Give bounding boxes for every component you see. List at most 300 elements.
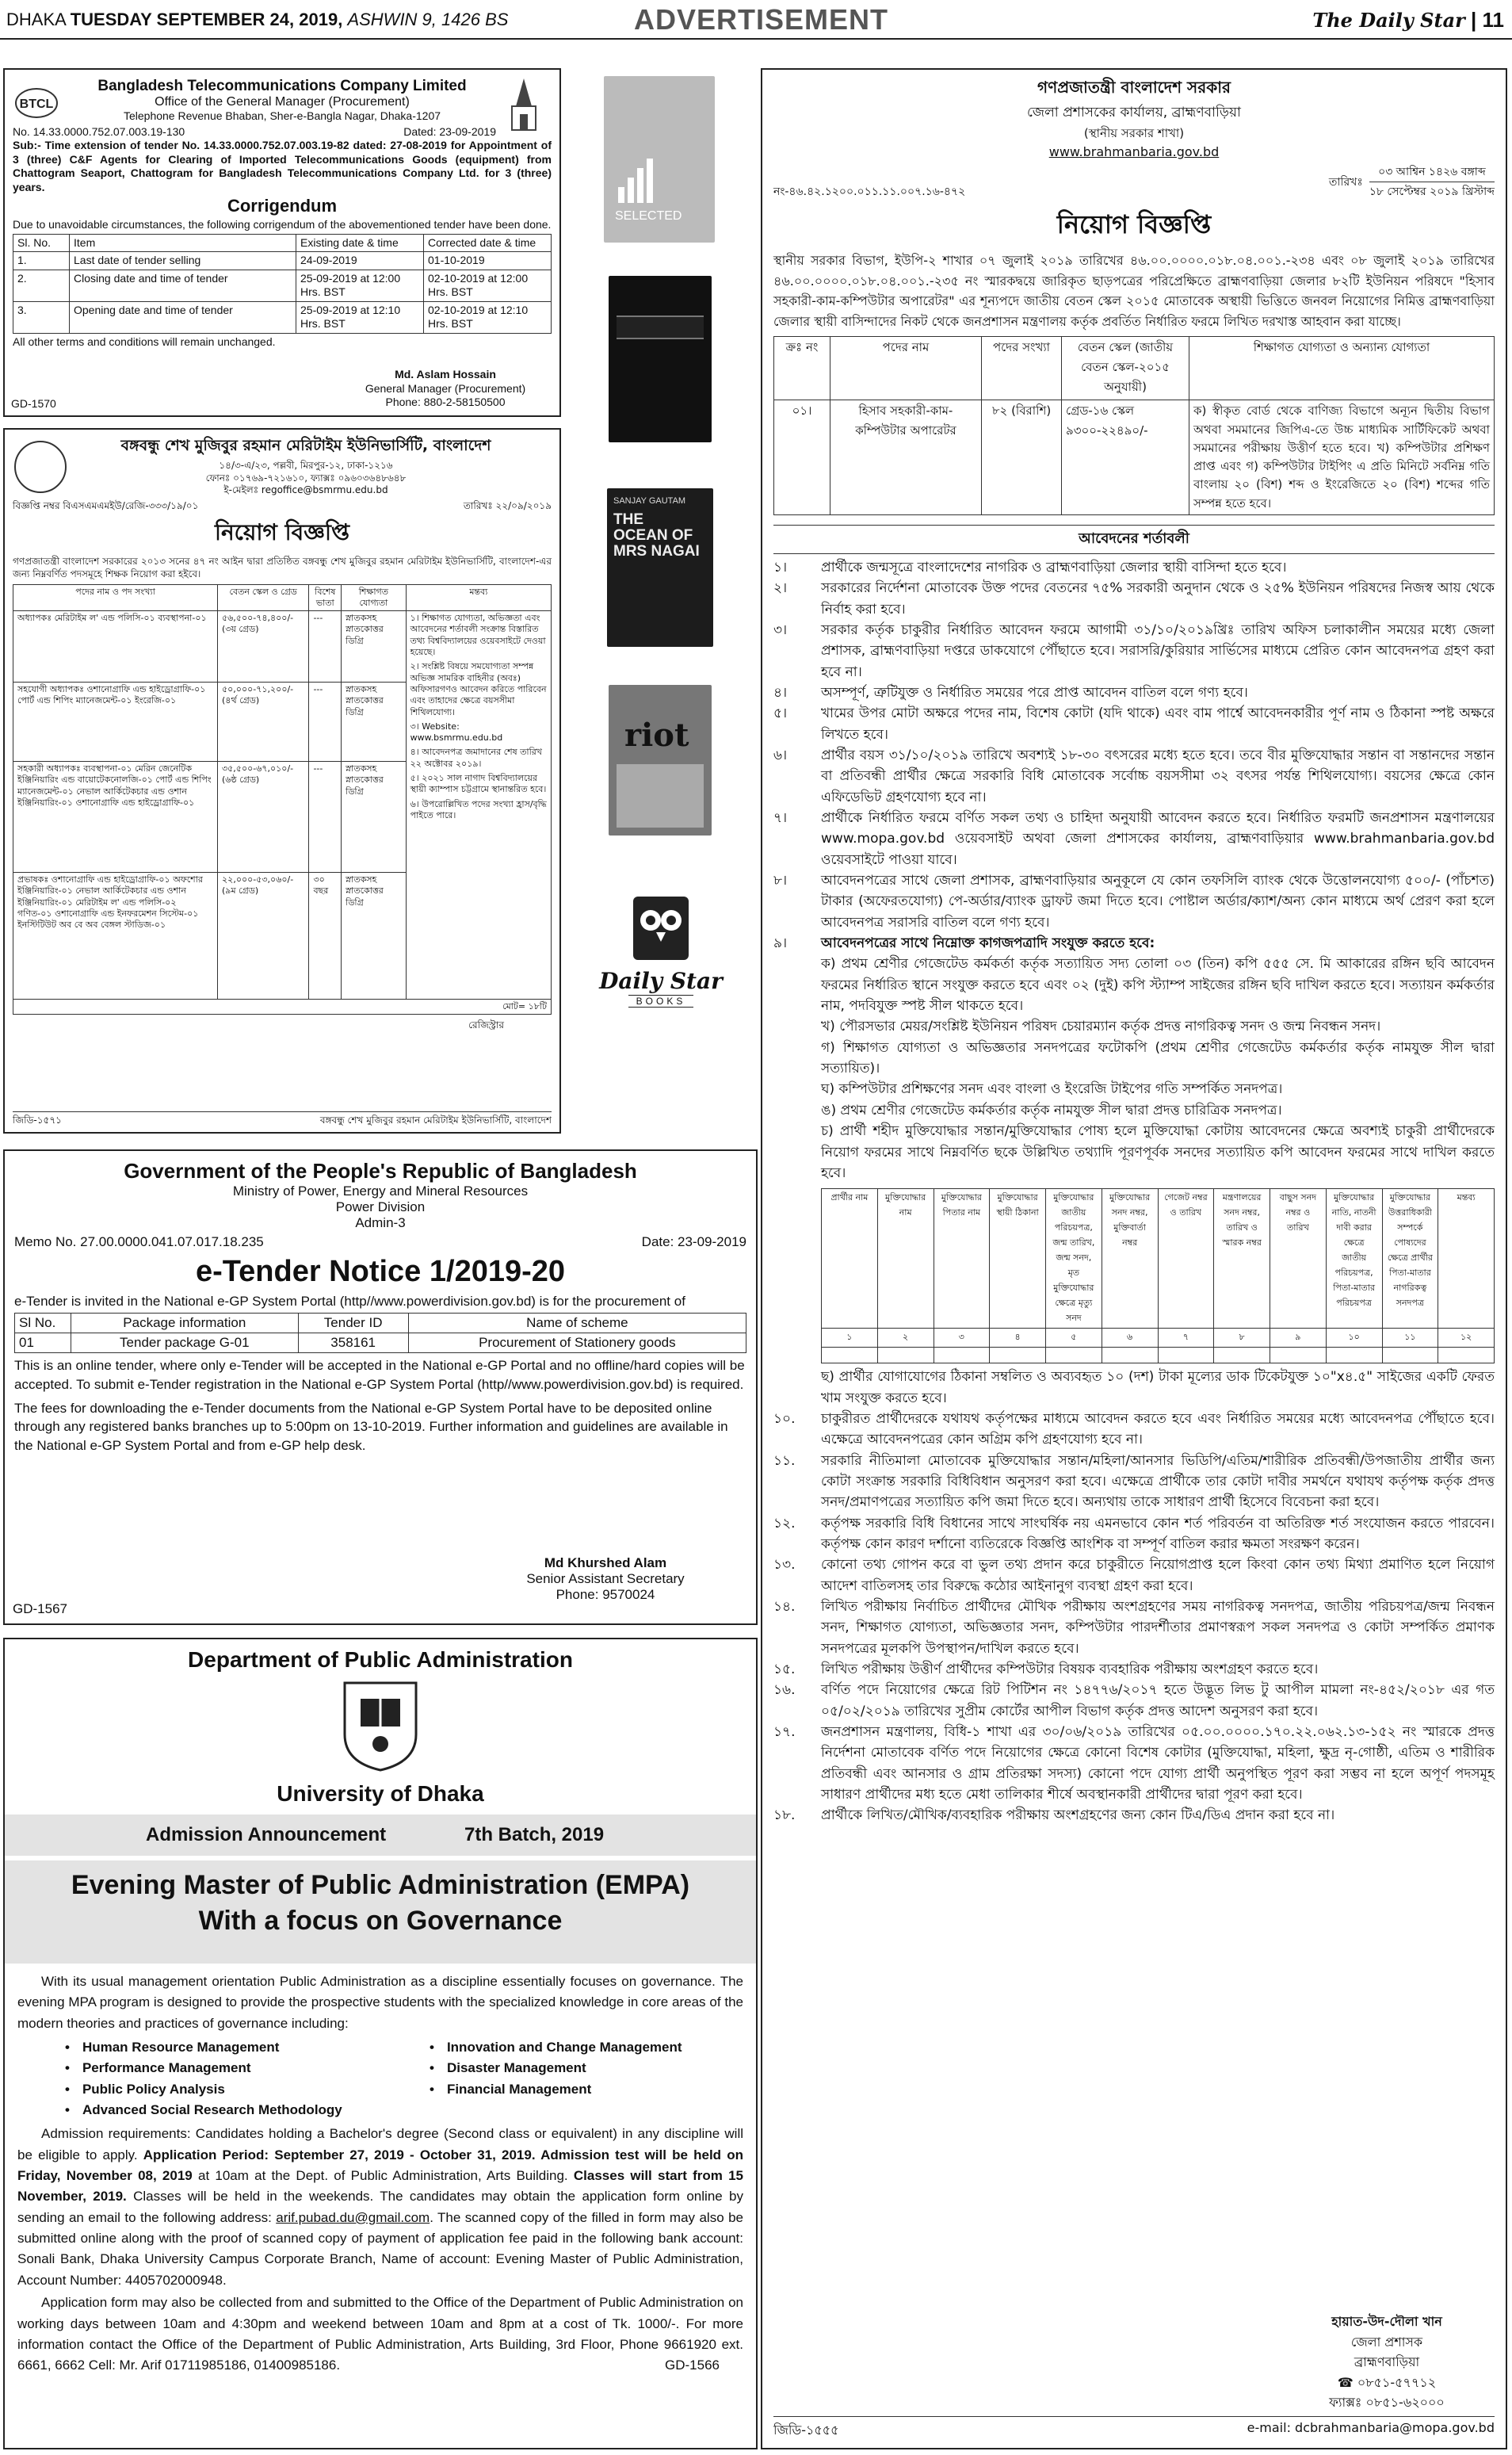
power-paragraph-1: This is an online tender, where only e-Tender will be accepted in the National e-GP Portal and no offline/hard copies will be accepted. To submit e-Tender registration in the National e-GP System Portal (http//www.powerdivision.gov.bd) is required. <box>14 1358 745 1392</box>
table-header: পদের নাম <box>830 337 982 400</box>
list-number: ১৪. <box>773 1598 796 1615</box>
university-seal-icon <box>14 441 67 493</box>
btcl-ad <box>3 68 561 417</box>
table-cell: ২২,০০০-৫৩,০৬০/- (৯ম গ্রেড) <box>218 873 309 1000</box>
header-date: TUESDAY SEPTEMBER 24, 2019, <box>70 10 343 29</box>
table-cell: ৫ <box>1046 1329 1102 1348</box>
remark-item: ২। সংশ্লিষ্ট বিষয়ে সমযোগ্যতা সম্পন্ন অভিজ্ঞ সামরিক বাহিনীর (অবঃ) অফিসারগণও আবেদন করিতে পারিবেন এবং তাহাদের ক্ষেত্রে বয়সসীমা শিথিলযোগ্য। <box>410 661 547 717</box>
table-cell: Closing date and time of tender <box>70 270 296 301</box>
owl-icon <box>629 893 693 964</box>
list-number: ২। <box>773 580 788 597</box>
brahman-dates <box>1369 163 1495 201</box>
table-cell: গ্রেড-১৬ স্কেল ৯৩০০-২২৪৯০/- <box>1062 400 1189 515</box>
table-cell: 24-09-2019 <box>296 252 424 270</box>
table-cell: 02-10-2019 at 12:00 Hrs. BST <box>424 270 552 301</box>
table-cell: ৮২ (বিরাশি) <box>982 400 1062 515</box>
empa-email-link[interactable]: arif.pubad.du@gmail.com <box>276 2209 430 2225</box>
table-header: Sl No. <box>15 1314 71 1333</box>
power-code: GD-1567 <box>13 1601 67 1616</box>
table-header: মুক্তিযোদ্ধার উত্তরাধিকারী সম্পর্কে পোষ্যদের ক্ষেত্রে প্রার্থীর পিতা-মাতার নাগরিকত্ব সনদপত্র <box>1382 1189 1438 1329</box>
table-header: শিক্ষাগত যোগ্যতা ও অন্যান্য যোগ্যতা <box>1189 337 1495 400</box>
table-header: মুক্তিযোদ্ধার জাতীয় পরিচয়পত্র, জন্ম তারিখ, জন্ম সনদ, মৃত মুক্তিযোদ্ধার ক্ষেত্রে মৃত্যু সনদ <box>1046 1189 1102 1329</box>
table-cell: 3. <box>13 301 70 333</box>
power-title: Government of the People's Republic of Bangladesh <box>124 1159 637 1183</box>
list-text: কর্তৃপক্ষ সরকারি বিধি বিধানের সাথে সাংঘর্ষিক নয় এমনভাবে কোন শর্ত পরিবর্তন বা অতিরিক্ত শর্ত সংযোজন করতে পারবেন। কর্তৃপক্ষ কোন কারণ দর্শানো ব্যতিরেকে বিজ্ঞপ্তি আংশিক বা সম্পূর্ণ বাতিল করার ক্ষমতা সংরক্ষণ করেন। <box>821 1515 1495 1552</box>
list-text: প্রার্থীকে জন্মসূত্রে বাংলাদেশের নাগরিক ও ব্রাহ্মণবাড়িয়া জেলার স্থায়ী বাসিন্দা হতে হবে। <box>821 559 1287 576</box>
table-cell: Procurement of Stationery goods <box>408 1333 746 1353</box>
table-cell: 01-10-2019 <box>424 252 552 270</box>
list-text: কোনো তথ্য গোপন করে বা ভুল তথ্য প্রদান করে চাকুরীতে নিয়োগপ্রাপ্ত হলে কিংবা কোন তথ্য মিথ্যা প্রমাণিত হলে নিয়োগ আদেশ বাতিলসহ তার বিরুদ্ধে কঠোর আইনানুগ ব্যবস্থা গ্রহণ করা হবে। <box>821 1557 1495 1594</box>
list-text: প্রার্থীকে লিখিত/মৌখিক/ব্যবহারিক পরীক্ষায় অংশগ্রহণের জন্য কোন টিএ/ডিএ প্রদান করা হবে না। <box>821 1807 1335 1824</box>
power-memo: Memo No. 27.00.0000.041.07.017.18.235 <box>14 1234 264 1249</box>
list-text: অসম্পূর্ণ, ত্রুটিযুক্ত ও নির্ধারিত সময়ের পরে প্রাপ্ত আবেদন বাতিল বলে গণ্য হবে। <box>821 684 1248 701</box>
table-row <box>13 301 552 333</box>
list-item <box>773 933 1495 954</box>
list-item: • Disaster Management <box>430 2058 682 2078</box>
table-header: প্রার্থীর নাম <box>822 1189 878 1329</box>
list-item: • Human Resource Management <box>65 2037 430 2058</box>
table-header-row <box>13 584 552 611</box>
list-item <box>773 1079 1495 1099</box>
table-header: Existing date & time <box>296 234 424 252</box>
btcl-phone: Phone: 880-2-58150500 <box>385 396 506 408</box>
brahman-date-bangla: ০৩ আশ্বিন ১৪২৬ বঙ্গাব্দ <box>1369 163 1495 182</box>
power-ministry: Ministry of Power, Energy and Mineral Resources <box>232 1184 529 1199</box>
book-title-band <box>617 315 704 339</box>
table-header: বিশেষ ভাতা <box>309 584 342 611</box>
btcl-signature <box>342 368 548 410</box>
table-cell: ৩৫,৫০০-৬৭,০১০/- (৬ষ্ঠ গ্রেড) <box>218 762 309 873</box>
table-cell: --- <box>309 762 342 873</box>
power-memo-row <box>14 1234 746 1250</box>
table-cell: 1. <box>13 252 70 270</box>
table-cell: 25-09-2019 at 12:10 Hrs. BST <box>296 301 424 333</box>
table-cell: অধ্যাপকঃ মেরিটাইম ল' এন্ড পলিসি-০১ ব্যবস্থাপনা-০১ <box>13 611 218 683</box>
brahman-signer-place: ব্রাহ্মণবাড়িয়া <box>1354 2354 1420 2370</box>
btcl-address: Telephone Revenue Bhaban, Sher-e-Bangla Nagar, Dhaka-1207 <box>123 109 441 122</box>
table-cell: ৫০,০০০-৭১,২০০/- (৪র্থ গ্রেড) <box>218 683 309 762</box>
list-text: ঙ) প্রথম শ্রেণীর গেজেটেড কর্মকর্তার কর্তৃক নামযুক্ত সীল দ্বারা প্রদত্ত চারিত্রিক সনদপত্র। <box>821 1102 1282 1119</box>
brahman-email[interactable]: e-mail: dcbrahmanbaria@mopa.gov.bd <box>1247 2420 1495 2435</box>
table-cell: ৯ <box>1270 1329 1327 1348</box>
table-cell: ৪ <box>990 1329 1046 1348</box>
table-header: গেজেট নম্বর ও তারিখ <box>1158 1189 1214 1329</box>
table-header: Package information <box>71 1314 299 1333</box>
power-admin: Admin-3 <box>355 1215 406 1230</box>
list-text: লিখিত পরীক্ষায় নির্বাচিত প্রার্থীদের মৌখিক পরীক্ষায় অংশগ্রহণের সময় নাগরিকত্ব সনদপত্র, জাতীয় পরিচয়পত্র/জন্ম নিবন্ধন সনদ, শিক্ষাগত যোগ্যতা, অভিজ্ঞতার সনদ, কম্পিউটার পারদর্শীতার প্রমাণস্বরূপ সকল সনদপত্র ও কোটা সম্পর্কিত প্রমাণক সনদপত্রের মূলকপি উপস্থাপন/দাখিল করতে হবে। <box>821 1598 1495 1657</box>
brahman-memo: নং-৪৬.৪২.১২০০.০১১.১১.০০৭.১৬-৪৭২ <box>773 185 966 198</box>
table-header: পদের সংখ্যা <box>982 337 1062 400</box>
list-number: ১৬. <box>773 1682 796 1699</box>
header-bangla-date: ASHWIN 9, 1426 BS <box>347 10 509 29</box>
list-text: সরকারের নির্দেশনা মোতাবেক উক্ত পদের বেতনের ৭৫% সরকারী অনুদান থেকে ও ২৫% ইউনিয়ন পরিষদের নিজস্ব আয় থেকে নির্বাহ করা হবে। <box>821 580 1495 618</box>
table-header: বেতন স্কেল ও গ্রেড <box>218 584 309 611</box>
table-row <box>13 611 552 683</box>
bsmrmu-ad <box>3 428 561 1134</box>
table-cell: ৫৬,৫০০-৭৪,৪০০/- (৩য় গ্রেড) <box>218 611 309 683</box>
list-text: সরকার কর্তৃক চাকুরীর নির্ধারিত আবেদন ফরমে আগামী ৩১/১০/২০১৯খ্রিঃ তারিখ অফিস চলাকালীন সময়ের মধ্যে জেলা প্রশাসক, ব্রাহ্মণবাড়িয়া দপ্তরে ডাকযোগে পৌঁছাতে হবে। সরাসরি/কুরিয়ার সার্ভিসের মাধ্যমে প্রেরিত কোন আবেদনপত্র গ্রহণ করা হবে না। <box>821 621 1495 680</box>
list-item <box>773 1016 1495 1037</box>
list-item <box>773 1659 1495 1680</box>
brand-name: The Daily Star <box>1312 9 1465 32</box>
list-text: ছ) প্রার্থীর যোগাযোগের ঠিকানা সম্বলিত ও অব্যবহৃত ১০ (দশ) টাকা মূল্যের ডাক টিকেটযুক্ত ১০"x৪.৫" সাইজের একটি ফেরত খাম সংযুক্ত করতে হবে। <box>821 1369 1495 1406</box>
btcl-signer: Md. Aslam Hossain <box>395 368 496 380</box>
empa-announcement-bar <box>5 1814 756 1856</box>
list-text: খ) পৌরসভার মেয়র/সংশ্লিষ্ট ইউনিয়ন পরিষদ চেয়ারম্যান কর্তৃক প্রদত্ত নাগরিকত্ব সনদ ও জন্ম নিবন্ধন সনদ। <box>821 1019 1381 1035</box>
bsmrmu-footer-text: বঙ্গবন্ধু শেখ মুজিবুর রহমান মেরিটাইম ইউনিভার্সিটি, বাংলাদেশ <box>319 1115 552 1126</box>
brahman-phone: ☎ ০৮৫১-৫৭৭১২ <box>1337 2374 1437 2390</box>
list-item <box>773 808 1495 870</box>
table-cell: ২ <box>877 1329 934 1348</box>
list-text: জনপ্রশাসন মন্ত্রণালয়, বিধি-১ শাখা এর ৩০/০৬/২০১৯ তারিখের ০৫.০০.০০০০.১৭০.২২.০৬২.১৩-১৫২ নং স্মারকে প্রদত্ত নির্দেশনা মোতাবেক বর্ণিত পদে নিয়োগের ক্ষেত্রে কোনো বিশেষ কোটার (মুক্তিযোদ্ধা, মহিলা, ক্ষুদ্র নৃ-গোষ্ঠী, এতিম ও শারীরিক প্রতিবন্ধী এবং আনসার ও গ্রাম প্রতিরক্ষা সদস্য) কোনো পদে যোগ্য প্রার্থী অনুপস্থিত পূরণ করা সম্ভব না হলে অপূর্ণ পদসমূহ সাধারণ প্রার্থীদের মধ্য হতে মেধা তালিকার শীর্ষে অবস্থানকারী প্রার্থীদের দ্বারা পূরণ করা হবে। <box>821 1724 1495 1803</box>
bsmrmu-phone: ফোনঃ ০১৭৬৯-৭২১৬১০, ফ্যাক্সঃ ০৯৬০৩৬৪৮৬৪৮ <box>205 472 407 484</box>
empa-ad <box>3 1638 758 2449</box>
list-number: ৪। <box>773 684 788 701</box>
brahman-signature <box>1284 2312 1490 2413</box>
empa-code: GD-1566 <box>665 2357 720 2373</box>
table-header: Tender ID <box>298 1314 408 1333</box>
table-cell: ১২ <box>1438 1329 1495 1348</box>
bsmrmu-email: ই-মেইলঃ regoffice@bsmrmu.edu.bd <box>223 484 388 496</box>
table-cell: প্রভাষকঃ ওশানোগ্রাফি এন্ড হাইড্রোগ্রাফি-০১ অফশোর ইঞ্জিনিয়ারিং-০১ নেভাল আর্কিটেকচার এন্ড ওশান ইঞ্জিনিয়ারিং-০১ মেরিটাইম ল' এন্ড পলিসি-০২ গণিত-০১ ওশানোগ্রাফি এন্ড ইনফরমেশন সিস্টেম-০১ ইনস্টিটিউট অব বে অব বেঙ্গল স্টাডিজ-০১ <box>13 873 218 1000</box>
table-header-row <box>774 337 1495 400</box>
power-signer-title: Senior Assistant Secretary <box>526 1571 685 1586</box>
empa-topics-right <box>430 2037 682 2120</box>
list-text: সরকারি নীতিমালা মোতাবেক মুক্তিযোদ্ধার সন্তান/মহিলা/আনসার ভিডিপি/এতিম/শারীরিক প্রতিবন্ধী/উপজাতীয় প্রার্থীর জন্য কোটা সংক্রান্ত সরকারি বিধিবিধান অনুসরণ করা হবে। এক্ষেত্রে প্রার্থীকে তার কোটা দাবীর সমর্থনে যথাযথ কর্তৃপক্ষ কর্তৃক প্রদত্ত সনদ/প্রমাণপত্রের সত্যায়িত কপি জমা দিতে হবে। অন্যথায় তাকে সাধারণ প্রার্থী হিসেবে বিবেচনা করা হবে। <box>821 1452 1495 1511</box>
table-cell: সহযোগী অধ্যাপকঃ ওশানোগ্রাফি এন্ড হাইড্রোগ্রাফি-০১ পোর্ট এন্ড শিপিং ম্যানেজমেন্ট-০১ ইংরেজি-০১ <box>13 683 218 762</box>
table-header: Item <box>70 234 296 252</box>
table-row <box>15 1333 746 1353</box>
bsmrmu-footer <box>13 1111 552 1127</box>
empa-paragraph-1: With its usual management orientation Public Administration as a discipline essentially focuses on governance. The evening MPA program is designed to provide the prospective students with the specialized knowledge in core areas of the modern theories and practices of governance including: <box>17 1974 743 2031</box>
table-header: পদের নাম ও পদ সংখ্যা <box>13 584 218 611</box>
table-cell: সহকারী অধ্যাপকঃ ব্যবস্থাপনা-০১ মেরিন জেনেটিক ইঞ্জিনিয়ারিং এন্ড বায়োটেকনোলজি-০১ পোর্ট এন্ড শিপিং ম্যানেজমেন্ট-০১ নেভাল আর্কিটেকচার এন্ড ওশান ইঞ্জিনিয়ারিং-০১ ওশানোগ্রাফি এন্ড হাইড্রোগ্রাফি-০১ <box>13 762 218 873</box>
bar-graphic-icon <box>618 159 653 203</box>
freedom-fighter-table <box>821 1188 1495 1363</box>
list-number: ১২. <box>773 1515 796 1532</box>
empa-requirements: Admission requirements: Candidates holding a Bachelor's degree (Second class or equivalent) in any discipline will be eligible to apply. <box>17 2126 743 2162</box>
list-text: আবেদনপত্রের সাথে জেলা প্রশাসক, ব্রাহ্মণবাড়িয়ার অনুকূলে যে কোন তফসিলি ব্যাংক থেকে উত্তোলনযোগ্য ৫০০/- (পাঁচশত) টাকার (অফেরতযোগ্য) পে-অর্ডার/ব্যাংক ড্রাফট জমা দিতে হবে। পোষ্টাল অর্ডার/ক্যাশ/অন্য কোন মাধ্যমে অর্থ প্রেরণ করা হলে আবেদনপত্র সরাসরি বাতিল বলে গণ্য হবে। <box>821 873 1495 931</box>
table-header-row <box>13 234 552 252</box>
header-city: DHAKA <box>6 10 66 29</box>
table-row <box>13 252 552 270</box>
table-cell: Tender package G-01 <box>71 1333 299 1353</box>
table-header: শিক্ষাগত যোগ্যতা <box>342 584 406 611</box>
power-signer: Md Khurshed Alam <box>544 1555 667 1570</box>
table-cell: স্নাতকসহ স্নাতকোত্তর ডিগ্রি <box>342 762 406 873</box>
empa-batch: 7th Batch, 2019 <box>464 1824 605 1845</box>
list-item <box>773 1451 1495 1513</box>
btcl-dated: Dated: 23-09-2019 <box>403 124 496 138</box>
list-number: ১১. <box>773 1452 796 1469</box>
list-text: চাকুরীরত প্রার্থীদেরকে যথাযথ কর্তৃপক্ষের মাধ্যমে আবেদন করতে হবে এবং নির্ধারিত সময়ের মধ্যে আবেদনপত্র পৌঁছাতে হবে। এক্ষেত্রে আবেদনপত্রের কোন অগ্রিম কপি গ্রহণযোগ্য হবে না। <box>821 1410 1495 1448</box>
table-cell: ৮ <box>1214 1329 1270 1348</box>
empa-application-period: Application Period: September 27, 2019 - October 31, 2019. Admission test will be held on Friday, November 08, 2019 <box>17 2147 743 2184</box>
table-cell: ৩ <box>934 1329 990 1348</box>
list-number: ৫। <box>773 706 788 722</box>
empa-univ: University of Dhaka <box>277 1781 484 1806</box>
btcl-code: GD-1570 <box>11 396 56 410</box>
list-number: ১। <box>773 559 788 576</box>
daily-star-books-logo <box>591 893 731 1008</box>
table-header: মুক্তিযোদ্ধার স্থায়ী ঠিকানা <box>990 1189 1046 1329</box>
empa-bank-info: . The scanned copy of the filled in form may also be submitted online along with the proof of scanned copy of payment of application fee paid in the following bank account: Sonali Bank, Dhaka University Campus Corporate Branch, Name of account: Evening Master of Public Administration, Account Number: 4405702000948. <box>17 2209 743 2288</box>
table-cell: স্নাতকসহ স্নাতকোত্তর ডিগ্রি <box>342 611 406 683</box>
table-cell: ১ <box>822 1329 878 1348</box>
table-cell: ১০ <box>1326 1329 1382 1348</box>
power-heading: e-Tender Notice 1/2019-20 <box>195 1255 566 1288</box>
emblem-icon <box>496 75 552 138</box>
power-table <box>14 1313 746 1353</box>
list-item <box>773 1597 1495 1659</box>
list-item <box>773 1038 1495 1080</box>
bsmrmu-registrar: রেজিস্ট্রার <box>468 1019 504 1031</box>
list-text: খামের উপর মোটা অক্ষরে পদের নাম, বিশেষ কোটা (যদি থাকে) এবং বাম পার্শ্বে আবেদনকারীর পূর্ণ নাম ও ঠিকানা স্পষ্ট অক্ষরে লিখতে হবে। <box>821 706 1495 743</box>
table-header: মুক্তিযোদ্ধার পিতার নাম <box>934 1189 990 1329</box>
logo-text: Daily Star <box>599 968 723 994</box>
power-signature <box>487 1555 724 1603</box>
header-dateline <box>6 10 508 30</box>
brahman-office: জেলা প্রশাসকের কার্যালয়, ব্রাহ্মণবাড়িয়া <box>1027 105 1241 120</box>
brahman-signer: হায়াত-উদ-দৌলা খান <box>1331 2314 1442 2330</box>
list-item <box>773 1722 1495 1805</box>
power-division: Power Division <box>335 1199 426 1214</box>
table-header: বেতন স্কেল (জাতীয় বেতন স্কেল-২০১৫ অনুযায়ী) <box>1062 337 1189 400</box>
btcl-logo-text: BTCL <box>19 98 54 111</box>
table-cell: Last date of tender selling <box>70 252 296 270</box>
table-cell: ১১ <box>1382 1329 1438 1348</box>
list-item: • Financial Management <box>430 2079 682 2100</box>
list-item <box>773 870 1495 933</box>
btcl-logo <box>13 81 68 120</box>
list-item: • Performance Management <box>65 2058 430 2078</box>
list-item <box>773 1409 1495 1451</box>
list-number: ১৭. <box>773 1724 796 1741</box>
list-item <box>773 1805 1495 1826</box>
list-item <box>773 1680 1495 1722</box>
masthead-right <box>1312 8 1504 33</box>
list-number: ৭। <box>773 810 788 826</box>
book-cover-selected <box>604 76 715 243</box>
empa-class-start: Classes will start from 15 November, 2019. <box>17 2168 743 2205</box>
table-header: মন্তব্য <box>1438 1189 1495 1329</box>
empa-dept: Department of Public Administration <box>188 1647 573 1672</box>
btcl-office: Office of the General Manager (Procurement) <box>155 95 410 109</box>
list-item <box>773 703 1495 745</box>
logo-subtext: BOOKS <box>628 995 694 1008</box>
bsmrmu-heading: নিয়োগ বিজ্ঞপ্তি <box>214 519 350 546</box>
book-author: SANJAY GAUTAM <box>613 496 686 506</box>
list-item: • Innovation and Change Management <box>430 2037 682 2058</box>
table-header: মুক্তিযোদ্ধার নাম <box>877 1189 934 1329</box>
empa-announcement: Admission Announcement <box>146 1824 387 1845</box>
power-phone: Phone: 9570024 <box>556 1587 655 1602</box>
book-cover-guerrilla <box>609 276 712 442</box>
list-number: ১০. <box>773 1410 796 1427</box>
table-header: মন্তব্য <box>406 584 551 611</box>
table-row <box>774 400 1495 515</box>
brahman-branch: (স্থানীয় সরকার শাখা) <box>1083 126 1185 140</box>
bsmrmu-memo: বিজ্ঞপ্তি নম্বর বিএসএমএমইউ/রেজি-৩৩৩/১৯/০১ <box>13 499 199 511</box>
table-cell: --- <box>309 683 342 762</box>
list-text: বর্ণিত পদে নিয়োগের ক্ষেত্রে রিট পিটিশন নং ১৪৭৭৬/২০১৭ হতে উদ্ভূত লিভ টু আপীল মামলা নং-৪৫২/২০১৮ এর গত ০৫/০২/২০১৯ তারিখের সুপ্রীম কোর্টের আপীল বিভাগ কর্তৃক প্রদত্ত আদেশ অনুসরণ করা হবে। <box>821 1682 1495 1719</box>
btcl-intro: Due to unavoidable circumstances, the following corrigendum of the abovementioned tender have been done. <box>13 218 552 231</box>
brahman-heading: নিয়োগ বিজ্ঞপ্তি <box>1056 209 1212 239</box>
table-header: Name of scheme <box>408 1314 746 1333</box>
table-cell: 2. <box>13 270 70 301</box>
table-header: Corrected date & time <box>424 234 552 252</box>
list-item <box>773 1554 1495 1597</box>
brahmanbaria-ad <box>761 68 1507 2449</box>
brahman-fax: ফ্যাক্সঃ ০৮৫১-৬২০০০ <box>1329 2395 1445 2411</box>
power-intro: e-Tender is invited in the National e-GP System Portal (http//www.powerdivision.gov.bd) is for the procurement of <box>14 1294 685 1309</box>
list-item <box>773 745 1495 808</box>
remark-item: ৫। ২০২১ সাল নাগাদ বিশ্ববিদ্যালয়ের স্থায়ী ক্যাম্পাস চট্টগ্রামে স্থানান্তরিত হবে। <box>410 773 547 795</box>
power-division-ad <box>3 1149 758 1625</box>
brahman-post-table <box>773 336 1495 515</box>
brahman-docs-title: আবেদনপত্রের সাথে নিম্নোক্ত কাগজপত্রাদি সংযুক্ত করতে হবে: <box>821 935 1155 952</box>
btcl-subject: Sub:- Time extension of tender No. 14.33.0000.752.07.003.19-82 dated: 27-08-2019 for Appointment of 3 (three) C&F Agents for Clearing of Imported Telecommunications Goods (equipment) from Chattogram Seaport, Chattogram for Bangladesh Telecommunications Company Ltd. for 3 (three) years. <box>13 139 552 193</box>
brahman-conditions <box>773 557 1495 1184</box>
list-item <box>773 578 1495 620</box>
list-item <box>773 683 1495 703</box>
list-item <box>773 1513 1495 1555</box>
btcl-memo: No. 14.33.0000.752.07.003.19-130 <box>13 124 185 138</box>
btcl-note: All other terms and conditions will remain unchanged. <box>13 335 276 348</box>
bsmrmu-table <box>13 584 552 1015</box>
table-header: মন্ত্রণালয়ের সনদ নম্বর, তারিখ ও স্মারক নম্বর <box>1214 1189 1270 1329</box>
table-header-row <box>822 1189 1495 1329</box>
bsmrmu-total: মোট= ১৮টি <box>13 1000 552 1015</box>
page-number: | 11 <box>1471 8 1504 32</box>
list-item <box>773 620 1495 683</box>
list-item: • Public Policy Analysis <box>65 2079 430 2100</box>
remark-item: ১। শিক্ষাগত যোগ্যতা, অভিজ্ঞতা এবং আবেদনের শর্তাবলী সংক্রান্ত বিস্তারিত তথ্য বিশ্ববিদ্যালয়ের ওয়েবসাইটে দেওয়া হয়েছে। <box>410 613 546 658</box>
table-row <box>13 270 552 301</box>
remark-item: ৩। Website: www.bsmrmu.edu.bd <box>410 721 503 744</box>
empa-form-info: Classes will be held in the weekends. The candidates may obtain the application form online by sending an email to the following address: <box>17 2189 743 2225</box>
list-text: ক) প্রথম শ্রেণীর গেজেটেড কর্মকর্তা কর্তৃক সত্যায়িত সদ্য তোলা ০৩ (তিন) কপি ৫৫৫ সে. মি আকারের রঙ্গিন ছবি আবেদন ফরমের নির্ধারিত স্থানে সংযুক্ত করতে হবে এবং ০২ (দুই) কপি স্ট্যাম্প সাইজের রঙ্গিন ছবি দাখিল করতে হবে। সত্যায়ন কর্মকর্তার নাম, পদবিযুক্ত স্পষ্ট সীল থাকতে হবে। <box>821 956 1495 1015</box>
remark-item: ৬। উপরোল্লিখিত পদের সংখ্যা হ্রাস/বৃদ্ধি পাইতে পারে। <box>410 798 547 820</box>
book-cover-riot <box>609 685 712 836</box>
list-item: • Advanced Social Research Methodology <box>65 2100 430 2120</box>
brahman-footer <box>773 2416 1495 2442</box>
table-cell: ৭ <box>1158 1329 1214 1348</box>
table-cell: --- <box>309 611 342 683</box>
empa-title-bar <box>5 1860 756 1964</box>
brahman-memo-row <box>773 163 1495 201</box>
brahman-gov: গণপ্রজাতন্ত্রী বাংলাদেশ সরকার <box>1037 78 1231 97</box>
list-item <box>773 557 1495 578</box>
table-header: Sl. No. <box>13 234 70 252</box>
empa-title: Evening Master of Public Administration (EMPA) <box>71 1870 690 1900</box>
brahman-signer-title: জেলা প্রশাসক <box>1350 2334 1423 2350</box>
list-item <box>773 1367 1495 1409</box>
table-cell: 02-10-2019 at 12:10 Hrs. BST <box>424 301 552 333</box>
list-text: লিখিত পরীক্ষায় উত্তীর্ণ প্রার্থীদের কম্পিউটার বিষয়ক ব্যবহারিক পরীক্ষায় অংশগ্রহণ করতে হবে। <box>821 1662 1319 1677</box>
table-cell: 01 <box>15 1333 71 1353</box>
table-header: ক্রঃ নং <box>774 337 830 400</box>
table-header: মুক্তিযোদ্ধার সনদ নম্বর, মুক্তিবার্তা নম্বর <box>1102 1189 1158 1329</box>
bsmrmu-remarks <box>406 611 551 1000</box>
list-text: প্রার্থীর বয়স ৩১/১০/২০১৯ তারিখে অবশ্যই ১৮-৩০ বৎসরের মধ্যে হতে হবে। তবে বীর মুক্তিযোদ্ধার সন্তান বা সন্তানদের সন্তান বা প্রতিবন্ধী প্রার্থীর ক্ষেত্রে সরকারি বিধি মোতাবেক সর্বোচ্চ বয়সসীমা ৩২ বৎসর পর্যন্ত শিথিলযোগ্য। বয়সের ক্ষেত্রে কোন এফিডেভিট গ্রহণযোগ্য হবে না। <box>821 747 1495 805</box>
table-cell: ৩০ বছর <box>309 873 342 1000</box>
book-title: SELECTED <box>615 209 682 223</box>
table-cell: 25-09-2019 at 12:00 Hrs. BST <box>296 270 424 301</box>
list-number: ৬। <box>773 747 788 763</box>
brahman-web-link[interactable]: www.brahmanbaria.gov.bd <box>1048 144 1220 159</box>
btcl-signer-title: General Manager (Procurement) <box>365 381 526 395</box>
table-cell: ৬ <box>1102 1329 1158 1348</box>
list-text: গ) শিক্ষাগত যোগ্যতা ও অভিজ্ঞতার সনদপত্রের ফটোকপি (প্রথম শ্রেণীর গেজেটেড কর্মকর্তার কর্তৃক নামযুক্ত সীল দ্বারা সত্যায়িত)। <box>821 1039 1495 1077</box>
table-cell: ০১। <box>774 400 830 515</box>
empa-topics-left <box>17 2037 430 2120</box>
table-cell: ক) স্বীকৃত বোর্ড থেকে বাণিজ্য বিভাগে অন্যূন দ্বিতীয় বিভাগ অথবা সমমানের জিপিএ-তে উচ্চ মাধ্যমিক সার্টিফিকেট অথবা সমমানের পরীক্ষায় উত্তীর্ণ হতে হবে। খ) কম্পিউটার প্রশিক্ষণ প্রাপ্ত এবং গ) কম্পিউটার টাইপিং এ প্রতি মিনিটে সর্বনিম্ন গতি বাংলায় ২০ (বিশ) শব্দ ও ইংরেজিতে ২০ (বিশ) শব্দের গতি সম্পন্ন হতে হবে। <box>1189 400 1495 515</box>
btcl-corrigendum: Corrigendum <box>227 196 338 216</box>
bsmrmu-address: ১৪/৩-এ/২৩, পল্লবী, মিরপুর-১২, ঢাকা-১২১৬ <box>219 460 393 471</box>
book-title: THE OCEAN OF MRS NAGAI <box>613 511 700 560</box>
list-item <box>773 954 1495 1016</box>
btcl-memo-row <box>13 125 552 140</box>
empa-subtitle: With a focus on Governance <box>198 1906 563 1936</box>
section-title: ADVERTISEMENT <box>634 3 889 36</box>
list-item <box>773 1100 1495 1121</box>
btcl-title: Bangladesh Telecommunications Company Limited <box>97 78 467 94</box>
table-cell: 358161 <box>298 1333 408 1353</box>
bsmrmu-intro: গণপ্রজাতন্ত্রী বাংলাদেশ সরকারের ২০১৩ সনের ৪৭ নং আইন দ্বারা প্রতিষ্ঠিত বঙ্গবন্ধু শেখ মুজিবুর রহমান মেরিটাইম ইউনিভার্সিটি, বাংলাদেশ-এর জন্য নিম্নবর্ণিত পদসমূহে শিক্ষক নিয়োগ করা হইবে। <box>13 556 552 579</box>
daily-star-books-ad <box>567 68 754 1099</box>
power-date: Date: 23-09-2019 <box>641 1234 746 1249</box>
book-title: riot <box>624 717 689 754</box>
list-number: ১৫. <box>773 1662 796 1677</box>
empa-test-venue: at 10am at the Dept. of Public Administration, Arts Building. <box>192 2168 574 2184</box>
table-header: বাছুস সনদ নম্বর ও তারিখ <box>1270 1189 1327 1329</box>
list-text: চ) প্রার্থী শহীদ মুক্তিযোদ্ধার সন্তান/মুক্তিযোদ্ধার পোষ্য হলে মুক্তিযোদ্ধা কোটায় আবেদনের ক্ষেত্রে অবশ্যই চাকুরী প্রার্থীদেরকে নিয়োগ ফরমের সাথে নিম্নবর্ণিত ছকে উল্লিখিত তথ্যাদি পূরণপূর্বক সনদের সত্যায়িত কপি আবেদন ফরমের সাথে দাখিল করতে হবে। <box>821 1123 1495 1181</box>
brahman-date-label: তারিখঃ <box>1328 175 1363 189</box>
brahman-conditions-title: আবেদনের শর্তাবলী <box>773 525 1495 554</box>
dhaka-university-logo-icon <box>5 1679 756 1778</box>
table-header: মুক্তিযোদ্ধার নাতি, নাতনী দাবী করার ক্ষেত্রে জাতীয় পরিচয়পত্র, পিতা-মাতার পরিচয়পত্র <box>1326 1189 1382 1329</box>
brahman-intro: স্থানীয় সরকার বিভাগ, ইউপি-২ শাখার ০৭ জুলাই ২০১৯ তারিখের ৪৬.০০.০০০০.০১৮.০৪.০০১.-২৩৪ এবং ০৮ জুলাই ২০১৯ তারিখের ৪৬.০০.০০০০.০১৮.০৪.০০১.-২৩৫ নং স্মারকদ্বয়ে জারিকৃত ছাড়পত্রের পরিপ্রেক্ষিতে ব্রাহ্মণবাড়িয়া জেলার ৮২টি ইউনিয়ন পরিষদে "হিসাব সহকারী-কাম-কম্পিউটার অপারেটর" এর শূন্যপদে জাতীয় বেতন স্কেল ২০১৫ মোতাবেক অস্থায়ী ভিত্তিতে জনবল নিয়োগের নিমিত্ত ব্রাহ্মণবাড়িয়া জেলার স্থায়ী বাসিন্দাদের নিকট থেকে জনপ্রশাসন মন্ত্রণালয় কর্তৃক প্রবর্তিত নির্ধারিত ফরমে লিখিত দরখাস্ত আহবান করা যাচ্ছে। <box>773 253 1495 329</box>
table-cell: স্নাতকসহ স্নাতকোত্তর ডিগ্রি <box>342 873 406 1000</box>
table-header-row <box>15 1314 746 1333</box>
table-row <box>822 1329 1495 1348</box>
brahman-date-gregorian: ১৮ সেপ্টেম্বর ২০১৯ খ্রিস্টাব্দ <box>1369 185 1495 198</box>
brahman-code: জিডি-১৫৫৫ <box>773 2422 839 2438</box>
book-cover-ocean <box>607 488 713 647</box>
bsmrmu-date: তারিখঃ ২২/০৯/২০১৯ <box>463 499 552 511</box>
page-header <box>0 0 1512 40</box>
power-paragraph-2: The fees for downloading the e-Tender documents from the National e-GP System Portal have to be deposited online through any registered banks branches up to 5:00pm on 13-10-2019. Further information and guidelines are available in the National e-GP System Portal and from e-GP help desk. <box>14 1400 728 1454</box>
bsmrmu-title: বঙ্গবন্ধু শেখ মুজিবুর রহমান মেরিটাইম ইউনিভার্সিটি, বাংলাদেশ <box>120 437 491 454</box>
brahman-date-block <box>1329 163 1495 201</box>
empa-topics <box>17 2037 743 2120</box>
remark-item: ৪। আবেদনপত্র জমাদানের শেষ তারিখ ২২ অক্টোবর ২০১৯। <box>410 747 543 769</box>
table-row <box>13 1000 552 1015</box>
list-item <box>773 1121 1495 1184</box>
btcl-table <box>13 234 552 334</box>
list-number: ৯। <box>773 935 788 952</box>
empa-paragraph-2 <box>17 2124 743 2291</box>
book-photo <box>617 764 704 828</box>
empa-paragraph-3 <box>17 2292 743 2376</box>
list-number: ৩। <box>773 621 788 638</box>
list-text: প্রার্থীকে নির্ধারিত ফরমে বর্ণিত সকল তথ্য ও চাহিদা অনুযায়ী আবেদন করতে হবে। নির্ধারিত ফরমটি জনপ্রশাসন মন্ত্রণালয়ের www.mopa.gov.bd ওয়েবসাইট অথবা জেলা প্রশাসকের কার্যালয়, ব্রাহ্মণবাড়িয়ার www.brahmanbaria.gov.bd ওয়েবসাইটে পাওয়া যাবে। <box>821 810 1495 868</box>
table-row <box>822 1348 1495 1363</box>
empa-contact: Application form may also be collected from and submitted to the Office of the Department of Public Administration on working days between 10am and 4:30pm and weekend between 10am and 8pm at a cost of Tk. 1000/-. For more information contact the Office of the Department of Public Administration, Arts Building, 3rd Floor, Phone 9661920 ext. 6661, 6662 Cell: Mr. Arif 01711985186, 01400985186. <box>17 2295 743 2373</box>
table-cell: স্নাতকসহ স্নাতকোত্তর ডিগ্রি <box>342 683 406 762</box>
table-cell: Opening date and time of tender <box>70 301 296 333</box>
